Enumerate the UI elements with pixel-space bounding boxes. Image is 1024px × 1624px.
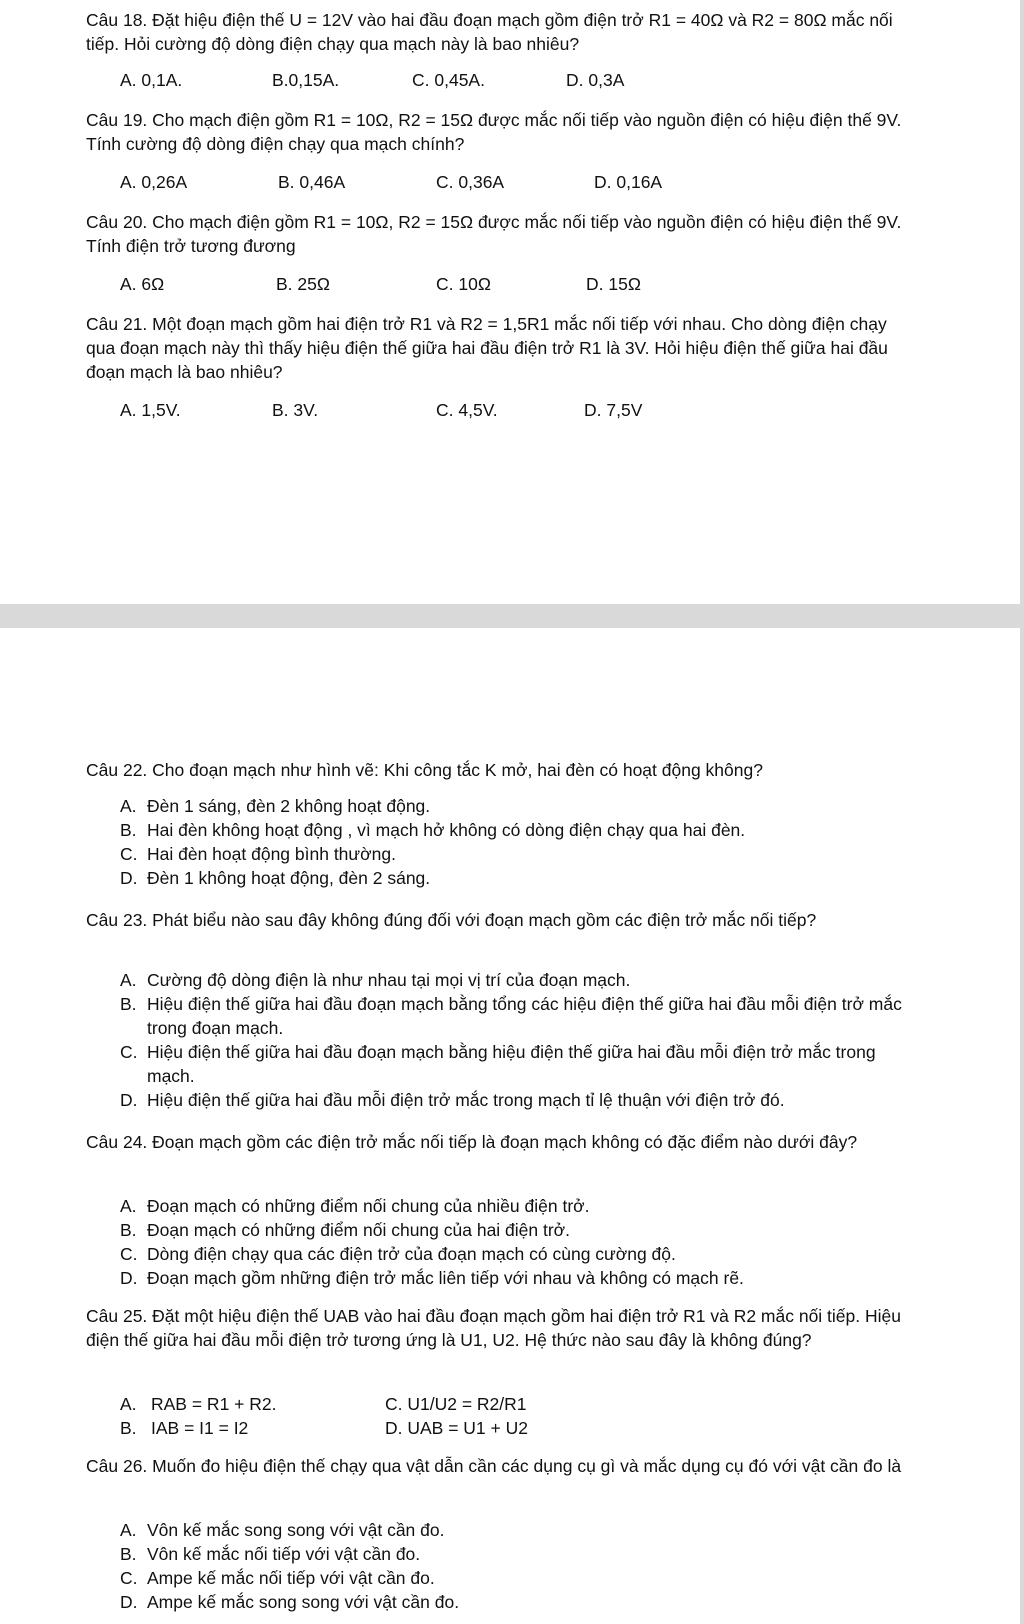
q22-option-b: B. Hai đèn không hoạt động , vì mạch hở không có dòng điện chạy qua hai đèn. (120, 820, 746, 840)
q20-option-c: C. 10Ω (436, 274, 491, 294)
question-24-options (120, 1194, 910, 1290)
q19-option-c: C. 0,36A (436, 172, 505, 192)
q25-option-d: D. UAB = U1 + U2 (385, 1418, 528, 1438)
q23-option-b: B. Hiệu điện thế giữa hai đầu đoạn mạch bằng tổng các hiệu điện thế giữa hai đầu mỗi điện trở mắc trong đoạn mạch. (120, 994, 902, 1038)
q19-option-b: B. 0,46A (278, 172, 346, 192)
question-26-options (120, 1518, 910, 1614)
q26-option-c: C. Ampe kế mắc nối tiếp với vật cần đo. (120, 1568, 435, 1588)
q24-option-a: A. Đoạn mạch có những điểm nối chung của nhiều điện trở. (120, 1196, 590, 1216)
page-top (0, 0, 1020, 604)
question-22-text: Câu 22. Cho đoạn mạch như hình vẽ: Khi công tắc K mở, hai đèn có hoạt động không? (86, 760, 763, 780)
question-18-text: Câu 18. Đặt hiệu điện thế U = 12V vào hai đầu đoạn mạch gồm điện trở R1 = 40Ω và R2 = 80Ω mắc nối tiếp. Hỏi cường độ dòng điện chạy qua mạch này là bao nhiêu? (86, 10, 893, 54)
q21-option-a: A. 1,5V. (120, 400, 181, 420)
question-23-options (120, 968, 910, 1112)
question-22-options (120, 794, 910, 890)
q21-option-d: D. 7,5V (584, 400, 643, 420)
q18-option-b: B.0,15A. (272, 70, 340, 90)
q20-option-a: A. 6Ω (120, 274, 165, 294)
q26-option-d: D. Ampe kế mắc song song với vật cần đo. (120, 1592, 460, 1612)
q23-option-a: A. Cường độ dòng điện là như nhau tại mọi vị trí của đoạn mạch. (120, 970, 631, 990)
question-20-text: Câu 20. Cho mạch điện gồm R1 = 10Ω, R2 = 15Ω được mắc nối tiếp vào nguồn điện có hiệu điện thế 9V. Tính điện trở tương đương (86, 212, 902, 256)
q20-option-d: D. 15Ω (586, 274, 641, 294)
q23-option-d: D. Hiệu điện thế giữa hai đầu mỗi điện trở mắc trong mạch tỉ lệ thuận với điện trở đó. (120, 1090, 785, 1110)
q24-option-d: D. Đoạn mạch gồm những điện trở mắc liên tiếp với nhau và không có mạch rẽ. (120, 1268, 744, 1288)
q23-option-c: C. Hiệu điện thế giữa hai đầu đoạn mạch bằng hiệu điện thế giữa hai đầu mỗi điện trở mắc trong mạch. (120, 1042, 876, 1086)
question-24-text: Câu 24. Đoạn mạch gồm các điện trở mắc nối tiếp là đoạn mạch không có đặc điểm nào dưới đây? (86, 1132, 858, 1152)
q21-option-b: B. 3V. (272, 400, 319, 420)
q25-option-a-letter: A. (120, 1394, 137, 1414)
q25-option-b-letter: B. (120, 1418, 137, 1438)
question-25-text: Câu 25. Đặt một hiệu điện thế UAB vào hai đầu đoạn mạch gồm hai điện trở R1 và R2 mắc nối tiếp. Hiệu điện thế giữa hai đầu mỗi điện trở tương ứng là U1, U2. Hệ thức nào sau đây là không đúng? (86, 1306, 901, 1350)
question-23-text: Câu 23. Phát biểu nào sau đây không đúng đối với đoạn mạch gồm các điện trở mắc nối tiếp? (86, 910, 817, 930)
q19-option-d: D. 0,16A (594, 172, 663, 192)
q18-option-c: C. 0,45A. (412, 70, 485, 90)
question-19-text: Câu 19. Cho mạch điện gồm R1 = 10Ω, R2 = 15Ω được mắc nối tiếp vào nguồn điện có hiệu điện thế 9V. Tính cường độ dòng điện chạy qua mạch chính? (86, 110, 902, 154)
q25-option-a: RAB = R1 + R2. (151, 1394, 277, 1414)
q20-option-b: B. 25Ω (276, 274, 330, 294)
q26-option-a: A. Vôn kế mắc song song với vật cần đo. (120, 1520, 445, 1540)
q25-option-c: C. U1/U2 = R2/R1 (385, 1394, 527, 1414)
q19-option-a: A. 0,26A (120, 172, 188, 192)
q18-option-d: D. 0,3A (566, 70, 625, 90)
question-26-text: Câu 26. Muốn đo hiệu điện thế chạy qua vật dẫn cần các dụng cụ gì và mắc dụng cụ đó với vật cần đo là (86, 1456, 902, 1476)
q22-option-c: C. Hai đèn hoạt động bình thường. (120, 844, 396, 864)
q22-option-d: D. Đèn 1 không hoạt động, đèn 2 sáng. (120, 868, 431, 888)
q24-option-b: B. Đoạn mạch có những điểm nối chung của hai điện trở. (120, 1220, 571, 1240)
q22-option-a: A. Đèn 1 sáng, đèn 2 không hoạt động. (120, 796, 431, 816)
q25-option-b: IAB = I1 = I2 (151, 1418, 249, 1438)
page-bottom (0, 628, 1020, 1624)
q24-option-c: C. Dòng điện chạy qua các điện trở của đoạn mạch có cùng cường độ. (120, 1244, 676, 1264)
question-21-text: Câu 21. Một đoạn mạch gồm hai điện trở R1 và R2 = 1,5R1 mắc nối tiếp với nhau. Cho dòng điện chạy qua đoạn mạch này thì thấy hiệu điện thế giữa hai đầu điện trở R1 là 3V. Hỏi hiệu điện thế giữa hai đầu đoạn mạch là bao nhiêu? (86, 314, 888, 382)
q21-option-c: C. 4,5V. (436, 400, 498, 420)
q26-option-b: B. Vôn kế mắc nối tiếp với vật cần đo. (120, 1544, 421, 1564)
q18-option-a: A. 0,1A. (120, 70, 183, 90)
